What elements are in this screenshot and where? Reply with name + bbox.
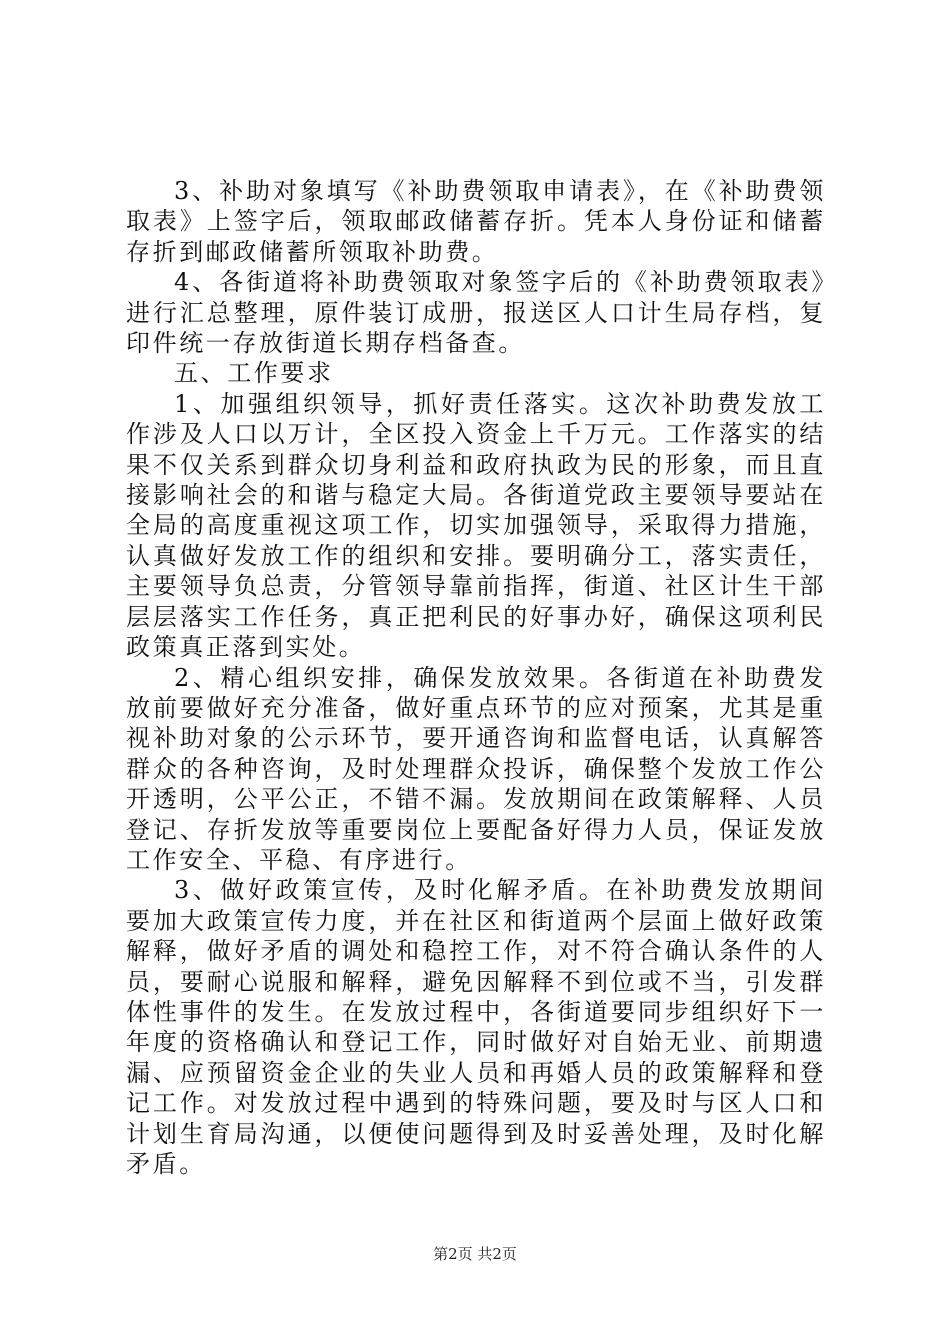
paragraph-requirement-1: 1、加强组织领导，抓好责任落实。这次补助费发放工作涉及人口以万计，全区投入资金上千万元。工作落实的结果不仅关系到群众切身利益和政府执政为民的形象，而且直接影响社会的和谐与稳定大局。各街道党政主要领导要站在全局的高度重视这项工作，切实加强领导，采取得力措施，认真做好发放工作的组织和安排。要明确分工，落实责任，主要领导负总责，分管领导靠前指挥，街道、社区计生干部层层落实工作任务，真正把利民的好事办好，确保这项利民政策真正落到实处。 [126,389,826,662]
page-footer: 第2页 共2页 [433,1245,517,1263]
paragraph-requirement-3: 3、做好政策宣传，及时化解矛盾。在补助费发放期间要加大政策宣传力度，并在社区和街道两个层面上做好政策解释，做好矛盾的调处和稳控工作，对不符合确认条件的人员，要耐心说服和解释，避免因解释不到位或不当，引发群体性事件的发生。在发放过程中，各街道要同步组织好下一年度的资格确认和登记工作，同时做好对自始无业、前期遗漏、应预留资金企业的失业人员和再婚人员的政策解释和登记工作。对发放过程中遇到的特殊问题，要及时与区人口和计划生育局沟通，以便使问题得到及时妥善处理，及时化解矛盾。 [126,876,826,1178]
paragraph-step-3: 3、补助对象填写《补助费领取申请表》，在《补助费领取表》上签字后，领取邮政储蓄存折。凭本人身份证和储蓄存折到邮政储蓄所领取补助费。 [126,177,826,266]
document-body [126,176,826,1179]
section-heading-work-requirements: 五、工作要求 [174,359,334,388]
paragraph-requirement-2: 2、精心组织安排，确保发放效果。各街道在补助费发放前要做好充分准备，做好重点环节的应对预案，尤其是重视补助对象的公示环节，要开通咨询和监督电话，认真解答群众的各种咨询，及时处理群众投诉，确保整个发放工作公开透明，公平公正，不错不漏。发放期间在政策解释、人员登记、存折发放等重要岗位上要配备好得力人员，保证发放工作安全、平稳、有序进行。 [126,663,826,874]
paragraph-step-4: 4、各街道将补助费领取对象签字后的《补助费领取表》进行汇总整理，原件装订成册，报送区人口计生局存档，复印件统一存放街道长期存档备查。 [126,268,826,358]
